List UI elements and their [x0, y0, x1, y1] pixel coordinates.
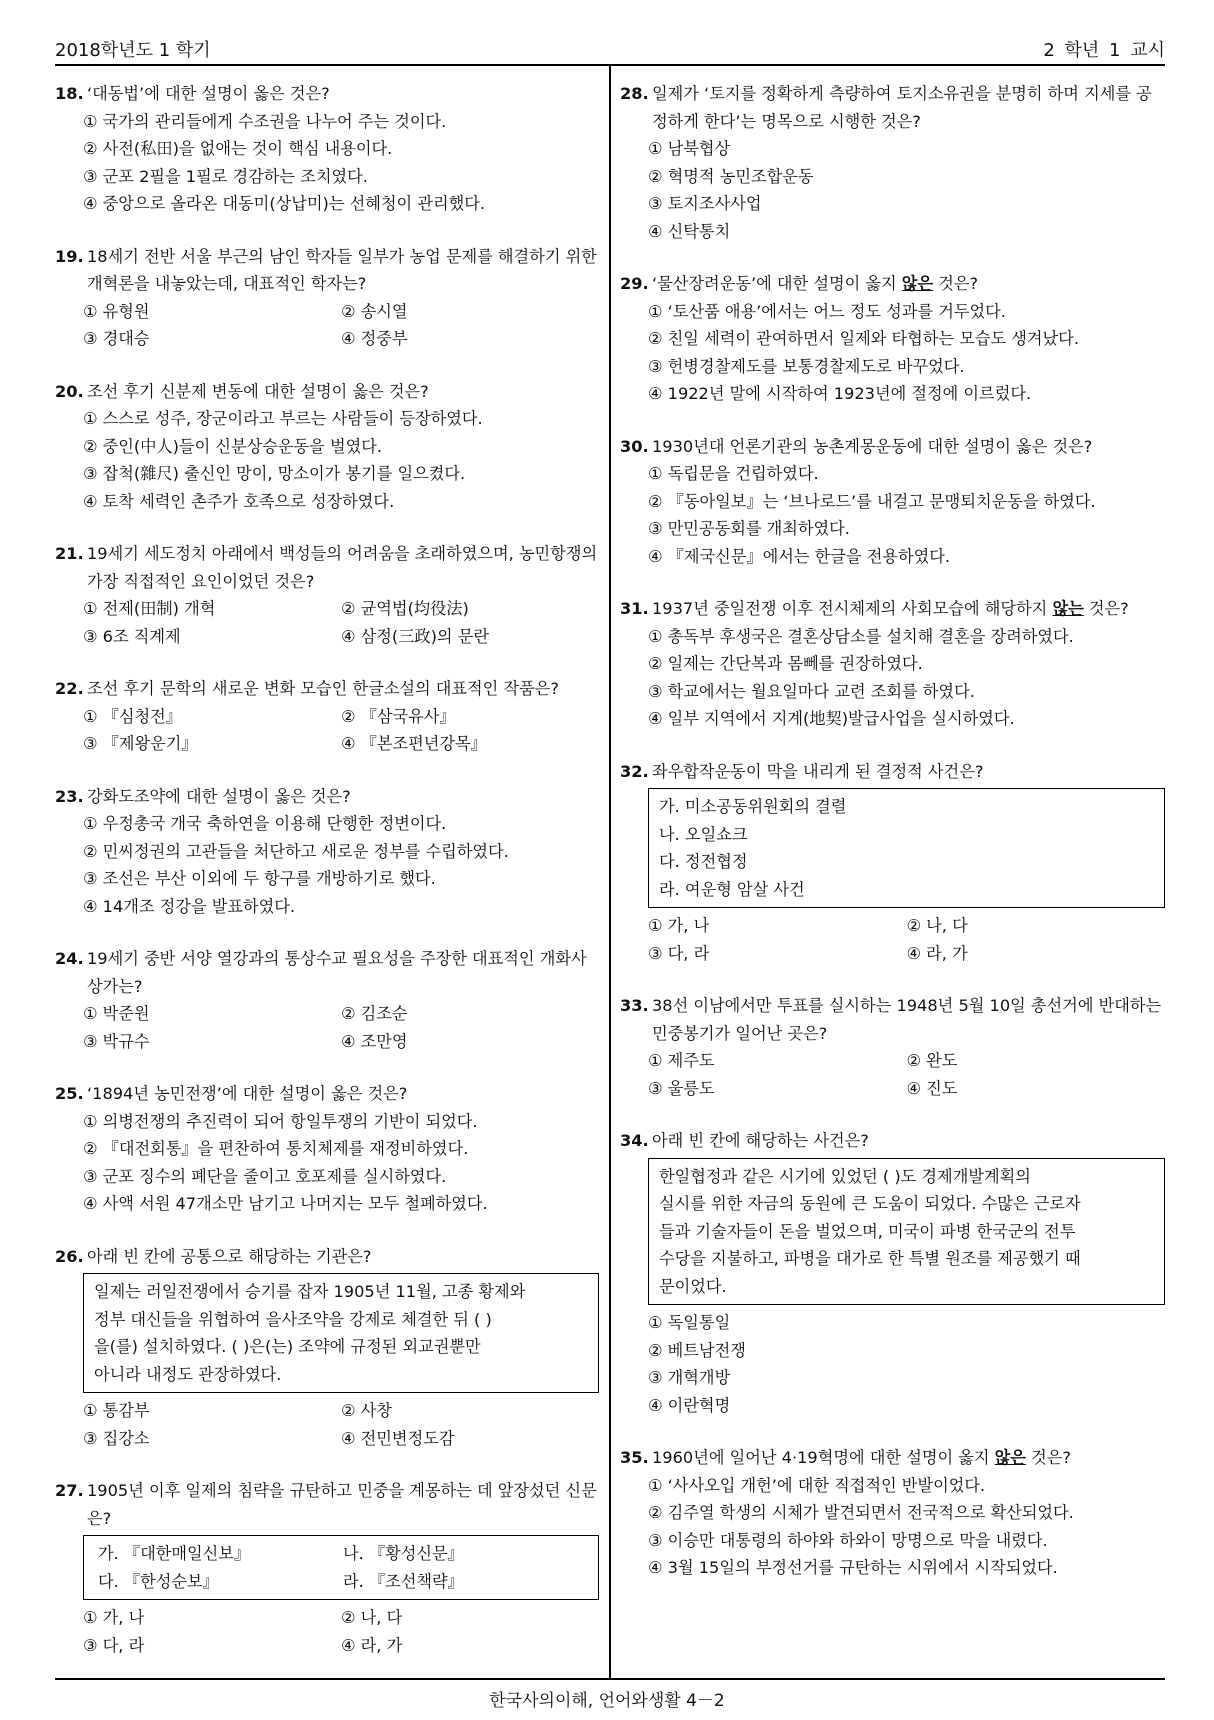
question-number: 24. — [55, 949, 84, 968]
option-4: ④ 1922년 말에 시작하여 1923년에 절정에 이르렀다. — [648, 384, 1032, 403]
footer-rule — [55, 1678, 1165, 1680]
option-2: ② 민씨정권의 고관들을 처단하고 새로운 정부를 수립하였다. — [83, 841, 509, 861]
question-20 — [55, 378, 599, 516]
question-32 — [620, 758, 1165, 968]
option-3: ③ 만민공동회를 개최하였다. — [648, 519, 850, 538]
choice-na: 나. 『황성신문』 — [343, 1544, 464, 1563]
option-4: ④ 토착 세력인 촌주가 호족으로 성장하였다. — [83, 491, 395, 511]
option-2: ② 나, 다 — [341, 1608, 403, 1627]
question-19 — [55, 243, 599, 353]
question-35 — [620, 1444, 1165, 1582]
header-grade-period: 2 학년 1 교시 — [1043, 40, 1165, 61]
question-25 — [55, 1080, 599, 1218]
option-1: ① 우정총국 개국 축하연을 이용해 단행한 정변이다. — [83, 814, 447, 833]
option-1: ① 전제(田制) 개혁 — [83, 599, 216, 618]
question-number: 34. — [620, 1131, 649, 1150]
question-number: 22. — [55, 679, 84, 698]
question-number: 31. — [620, 599, 649, 618]
question-29 — [620, 270, 1165, 408]
option-1: ① ‘토산품 애용’에서는 어느 정도 성과를 거두었다. — [648, 301, 1006, 321]
option-4: ④ 조만영 — [341, 1031, 408, 1051]
option-2: ② 완도 — [906, 1051, 958, 1070]
question-24 — [55, 945, 599, 1055]
question-22 — [55, 675, 599, 758]
column-divider — [609, 66, 611, 1678]
option-2: ② 사전(私田)을 없애는 것이 핵심 내용이다. — [83, 139, 393, 158]
option-3: ③ 군포 2필을 1필로 경감하는 조치였다. — [83, 166, 368, 186]
question-number: 32. — [620, 761, 649, 781]
option-3: ③ 다, 라 — [648, 943, 710, 963]
question-34 — [620, 1127, 1165, 1419]
question-number: 33. — [620, 996, 649, 1015]
question-stem: ‘대동법’에 대한 설명이 옳은 것은? — [87, 84, 330, 103]
question-number: 18. — [55, 84, 84, 103]
question-31 — [620, 595, 1165, 733]
option-4: ④ 3월 15일의 부정선거를 규탄하는 시위에서 시작되었다. — [648, 1558, 1058, 1577]
passage-line: 한일협정과 같은 시기에 있었던 ( )도 경제개발계획의 — [659, 1166, 1031, 1186]
question-number: 21. — [55, 544, 84, 563]
question-stem: 19세기 세도정치 아래에서 백성들의 어려움을 초래하였으며, 농민항쟁의 가장 직접적인 요인이었던 것은? — [87, 544, 598, 591]
question-stem: ‘물산장려운동’에 대한 설명이 옳지 않은 것은? — [652, 274, 979, 293]
option-3: ③ 이승만 대통령의 하야와 하와이 망명으로 막을 내렸다. — [648, 1530, 1048, 1550]
passage-line: 실시를 위한 자금의 동원에 큰 도움이 되었다. 수많은 근로자 — [659, 1194, 1081, 1213]
choice-da: 다. 『한성순보』 — [98, 1571, 219, 1591]
passage-line: 일제는 러일전쟁에서 승기를 잡자 1905년 11월, 고종 황제와 — [94, 1282, 526, 1301]
page-footer: 한국사의이해, 언어와생활 4－2 — [489, 1691, 725, 1711]
question-number: 27. — [55, 1481, 84, 1500]
option-3: ③ 헌병경찰제도를 보통경찰제도로 바꾸었다. — [648, 356, 965, 376]
passage-line: 문이었다. — [659, 1276, 727, 1296]
option-2: ② 송시열 — [341, 301, 408, 321]
question-stem: 좌우합작운동이 막을 내리게 된 결정적 사건은? — [652, 761, 984, 781]
passage-box — [83, 1273, 599, 1393]
question-stem: 1937년 중일전쟁 이후 전시체제의 사회모습에 해당하지 않는 것은? — [652, 599, 1129, 618]
question-stem: 38선 이남에서만 투표를 실시하는 1948년 5월 10일 총선거에 반대하는 민중봉기가 일어난 곳은? — [652, 996, 1162, 1043]
question-stem: 조선 후기 문학의 새로운 변화 모습인 한글소설의 대표적인 작품은? — [87, 679, 559, 698]
option-3: ③ 울릉도 — [648, 1078, 715, 1098]
question-26 — [55, 1243, 599, 1453]
emphasis-not: 않는 — [1052, 599, 1084, 618]
passage-line: 들과 기술자들이 돈을 벌었으며, 미국이 파병 한국군의 전투 — [659, 1221, 1076, 1241]
option-4: ④ 진도 — [906, 1078, 958, 1098]
option-1: ① 박준원 — [83, 1004, 150, 1023]
option-1: ① 독립문을 건립하였다. — [648, 464, 819, 483]
choice-ra: 라. 여운형 암살 사건 — [659, 879, 805, 899]
option-2: ② 균역법(均役法) — [341, 599, 469, 618]
option-4: ④ 이란혁명 — [648, 1395, 731, 1415]
passage-line: 을(를) 설치하였다. ( )은(는) 조약에 규정된 외교권뿐만 — [94, 1337, 481, 1356]
question-number: 28. — [620, 84, 649, 103]
option-4: ④ 삼정(三政)의 문란 — [341, 626, 489, 646]
question-stem: 1930년대 언론기관의 농촌계몽운동에 대한 설명이 옳은 것은? — [652, 436, 1093, 456]
option-1: ① 독일통일 — [648, 1313, 731, 1332]
passage-line: 아니라 내정도 관장하였다. — [94, 1364, 282, 1384]
question-stem: 아래 빈 칸에 공통으로 해당하는 기관은? — [87, 1246, 372, 1266]
question-number: 23. — [55, 786, 84, 806]
question-18 — [55, 80, 599, 218]
option-2: ② 『동아일보』는 ‘브나로드’를 내걸고 문맹퇴치운동을 하였다. — [648, 491, 1096, 511]
option-3: ③ 잡척(雜尺) 출신인 망이, 망소이가 봉기를 일으켰다. — [83, 464, 466, 483]
choice-ga: 가. 미소공동위원회의 결렬 — [659, 797, 847, 816]
question-number: 29. — [620, 274, 649, 293]
question-stem: 18세기 전반 서울 부근의 남인 학자들 일부가 농업 문제를 해결하기 위한 개혁론을 내놓았는데, 대표적인 학자는? — [87, 246, 597, 293]
question-33 — [620, 992, 1165, 1102]
option-1: ① 남북협상 — [648, 139, 731, 158]
question-number: 35. — [620, 1448, 649, 1467]
passage-line: 수당을 지불하고, 파병을 대가로 한 특별 원조를 제공했기 때 — [659, 1249, 1081, 1268]
question-30 — [620, 433, 1165, 571]
right-column — [620, 80, 1165, 1582]
option-1: ① 제주도 — [648, 1051, 715, 1070]
emphasis-not: 않은 — [901, 274, 934, 293]
choices-box — [648, 788, 1165, 908]
question-number: 19. — [55, 246, 84, 266]
option-2: ② 김조순 — [341, 1004, 408, 1023]
option-4: ④ 『제국신문』에서는 한글을 전용하였다. — [648, 546, 951, 566]
option-3: ③ 군포 징수의 폐단을 줄이고 호포제를 실시하였다. — [83, 1166, 447, 1186]
option-4: ④ 『본조편년강목』 — [341, 734, 487, 753]
option-3: ③ 박규수 — [83, 1031, 150, 1051]
option-3: ③ 다, 라 — [83, 1635, 145, 1655]
option-3: ③ 6조 직계제 — [83, 626, 181, 646]
option-1: ① 국가의 관리들에게 수조권을 나누어 주는 것이다. — [83, 111, 447, 131]
question-number: 25. — [55, 1084, 84, 1103]
choices-box — [83, 1535, 599, 1600]
question-stem: ‘1894년 농민전쟁’에 대한 설명이 옳은 것은? — [87, 1084, 408, 1103]
question-stem: 1905년 이후 일제의 침략을 규탄하고 민중을 계몽하는 데 앞장섰던 신문은? — [87, 1481, 597, 1528]
option-2: ② 일제는 간단복과 몸뻬를 권장하였다. — [648, 654, 923, 673]
emphasis-not: 않은 — [994, 1448, 1026, 1467]
left-column — [55, 80, 599, 1659]
option-3: ③ 『제왕운기』 — [83, 734, 198, 753]
option-2: ② 사창 — [341, 1401, 392, 1420]
choice-ga: 가. 『대한매일신보』 — [98, 1544, 251, 1563]
option-1: ① 유형원 — [83, 301, 150, 321]
question-stem: 19세기 중반 서양 열강과의 통상수교 필요성을 주장한 대표적인 개화사상가는? — [87, 949, 587, 996]
question-28 — [620, 80, 1165, 245]
option-3: ③ 조선은 부산 이외에 두 항구를 개방하기로 했다. — [83, 869, 436, 888]
option-1: ① 통감부 — [83, 1401, 150, 1420]
choice-ra: 라. 『조선책략』 — [343, 1571, 464, 1591]
passage-line: 정부 대신들을 위협하여 을사조약을 강제로 체결한 뒤 ( ) — [94, 1309, 492, 1329]
option-4: ④ 신탁통치 — [648, 221, 731, 241]
option-4: ④ 전민변정도감 — [341, 1428, 455, 1448]
option-2: ② 김주열 학생의 시체가 발견되면서 전국적으로 확산되었다. — [648, 1503, 1074, 1522]
option-2: ② 친일 세력이 관여하면서 일제와 타협하는 모습도 생겨났다. — [648, 329, 1079, 348]
option-4: ④ 중앙으로 올라온 대동미(상납미)는 선혜청이 관리했다. — [83, 194, 486, 213]
option-2: ② 『삼국유사』 — [341, 706, 456, 726]
option-4: ④ 라, 가 — [341, 1635, 403, 1655]
option-1: ① 의병전쟁의 추진력이 되어 항일투쟁의 기반이 되었다. — [83, 1111, 478, 1131]
option-4: ④ 일부 지역에서 지계(地契)발급사업을 실시하였다. — [648, 709, 1015, 728]
question-number: 30. — [620, 436, 649, 456]
option-4: ④ 사액 서원 47개소만 남기고 나머지는 모두 철폐하였다. — [83, 1194, 488, 1213]
page-header — [55, 30, 1165, 64]
option-3: ③ 경대승 — [83, 329, 150, 348]
option-2: ② 중인(中人)들이 신분상승운동을 벌였다. — [83, 436, 383, 456]
question-stem: 아래 빈 칸에 해당하는 사건은? — [652, 1131, 869, 1150]
option-1: ① 가, 나 — [648, 916, 710, 935]
option-4: ④ 라, 가 — [906, 943, 968, 963]
option-3: ③ 집강소 — [83, 1428, 150, 1448]
option-2: ② 혁명적 농민조합운동 — [648, 166, 814, 186]
question-27 — [55, 1477, 599, 1659]
question-23 — [55, 783, 599, 921]
passage-box — [648, 1158, 1165, 1306]
question-stem: 1960년에 일어난 4·19혁명에 대한 설명이 옳지 않은 것은? — [652, 1448, 1071, 1467]
question-stem: 일제가 ‘토지를 정확하게 측량하여 토지소유권을 분명히 하며 지세를 공정하게 한다’는 명목으로 시행한 것은? — [652, 84, 1152, 131]
option-1: ① ‘사사오입 개헌’에 대한 직접적인 반발이었다. — [648, 1475, 986, 1495]
option-1: ① 가, 나 — [83, 1608, 145, 1627]
option-2: ② 나, 다 — [906, 916, 968, 935]
option-3: ③ 학교에서는 월요일마다 교련 조회를 하였다. — [648, 681, 975, 701]
option-1: ① 스스로 성주, 장군이라고 부르는 사람들이 등장하였다. — [83, 409, 483, 428]
option-4: ④ 정중부 — [341, 329, 408, 348]
question-21 — [55, 540, 599, 650]
option-2: ② 『대전회통』을 편찬하여 통치체제를 재정비하였다. — [83, 1139, 469, 1158]
question-number: 20. — [55, 381, 84, 401]
question-stem: 강화도조약에 대한 설명이 옳은 것은? — [87, 786, 351, 806]
choice-da: 다. 정전협정 — [659, 852, 748, 871]
option-3: ③ 개혁개방 — [648, 1368, 731, 1387]
question-stem: 조선 후기 신분제 변동에 대한 설명이 옳은 것은? — [87, 381, 429, 401]
header-term: 2018학년도 1 학기 — [55, 40, 211, 61]
option-2: ② 베트남전쟁 — [648, 1340, 746, 1360]
option-1: ① 『심청전』 — [83, 706, 182, 726]
option-4: ④ 14개조 정강을 발표하였다. — [83, 896, 296, 916]
choice-na: 나. 오일쇼크 — [659, 824, 748, 844]
question-number: 26. — [55, 1246, 84, 1266]
option-3: ③ 토지조사사업 — [648, 194, 762, 213]
option-1: ① 총독부 후생국은 결혼상담소를 설치해 결혼을 장려하였다. — [648, 626, 1074, 646]
